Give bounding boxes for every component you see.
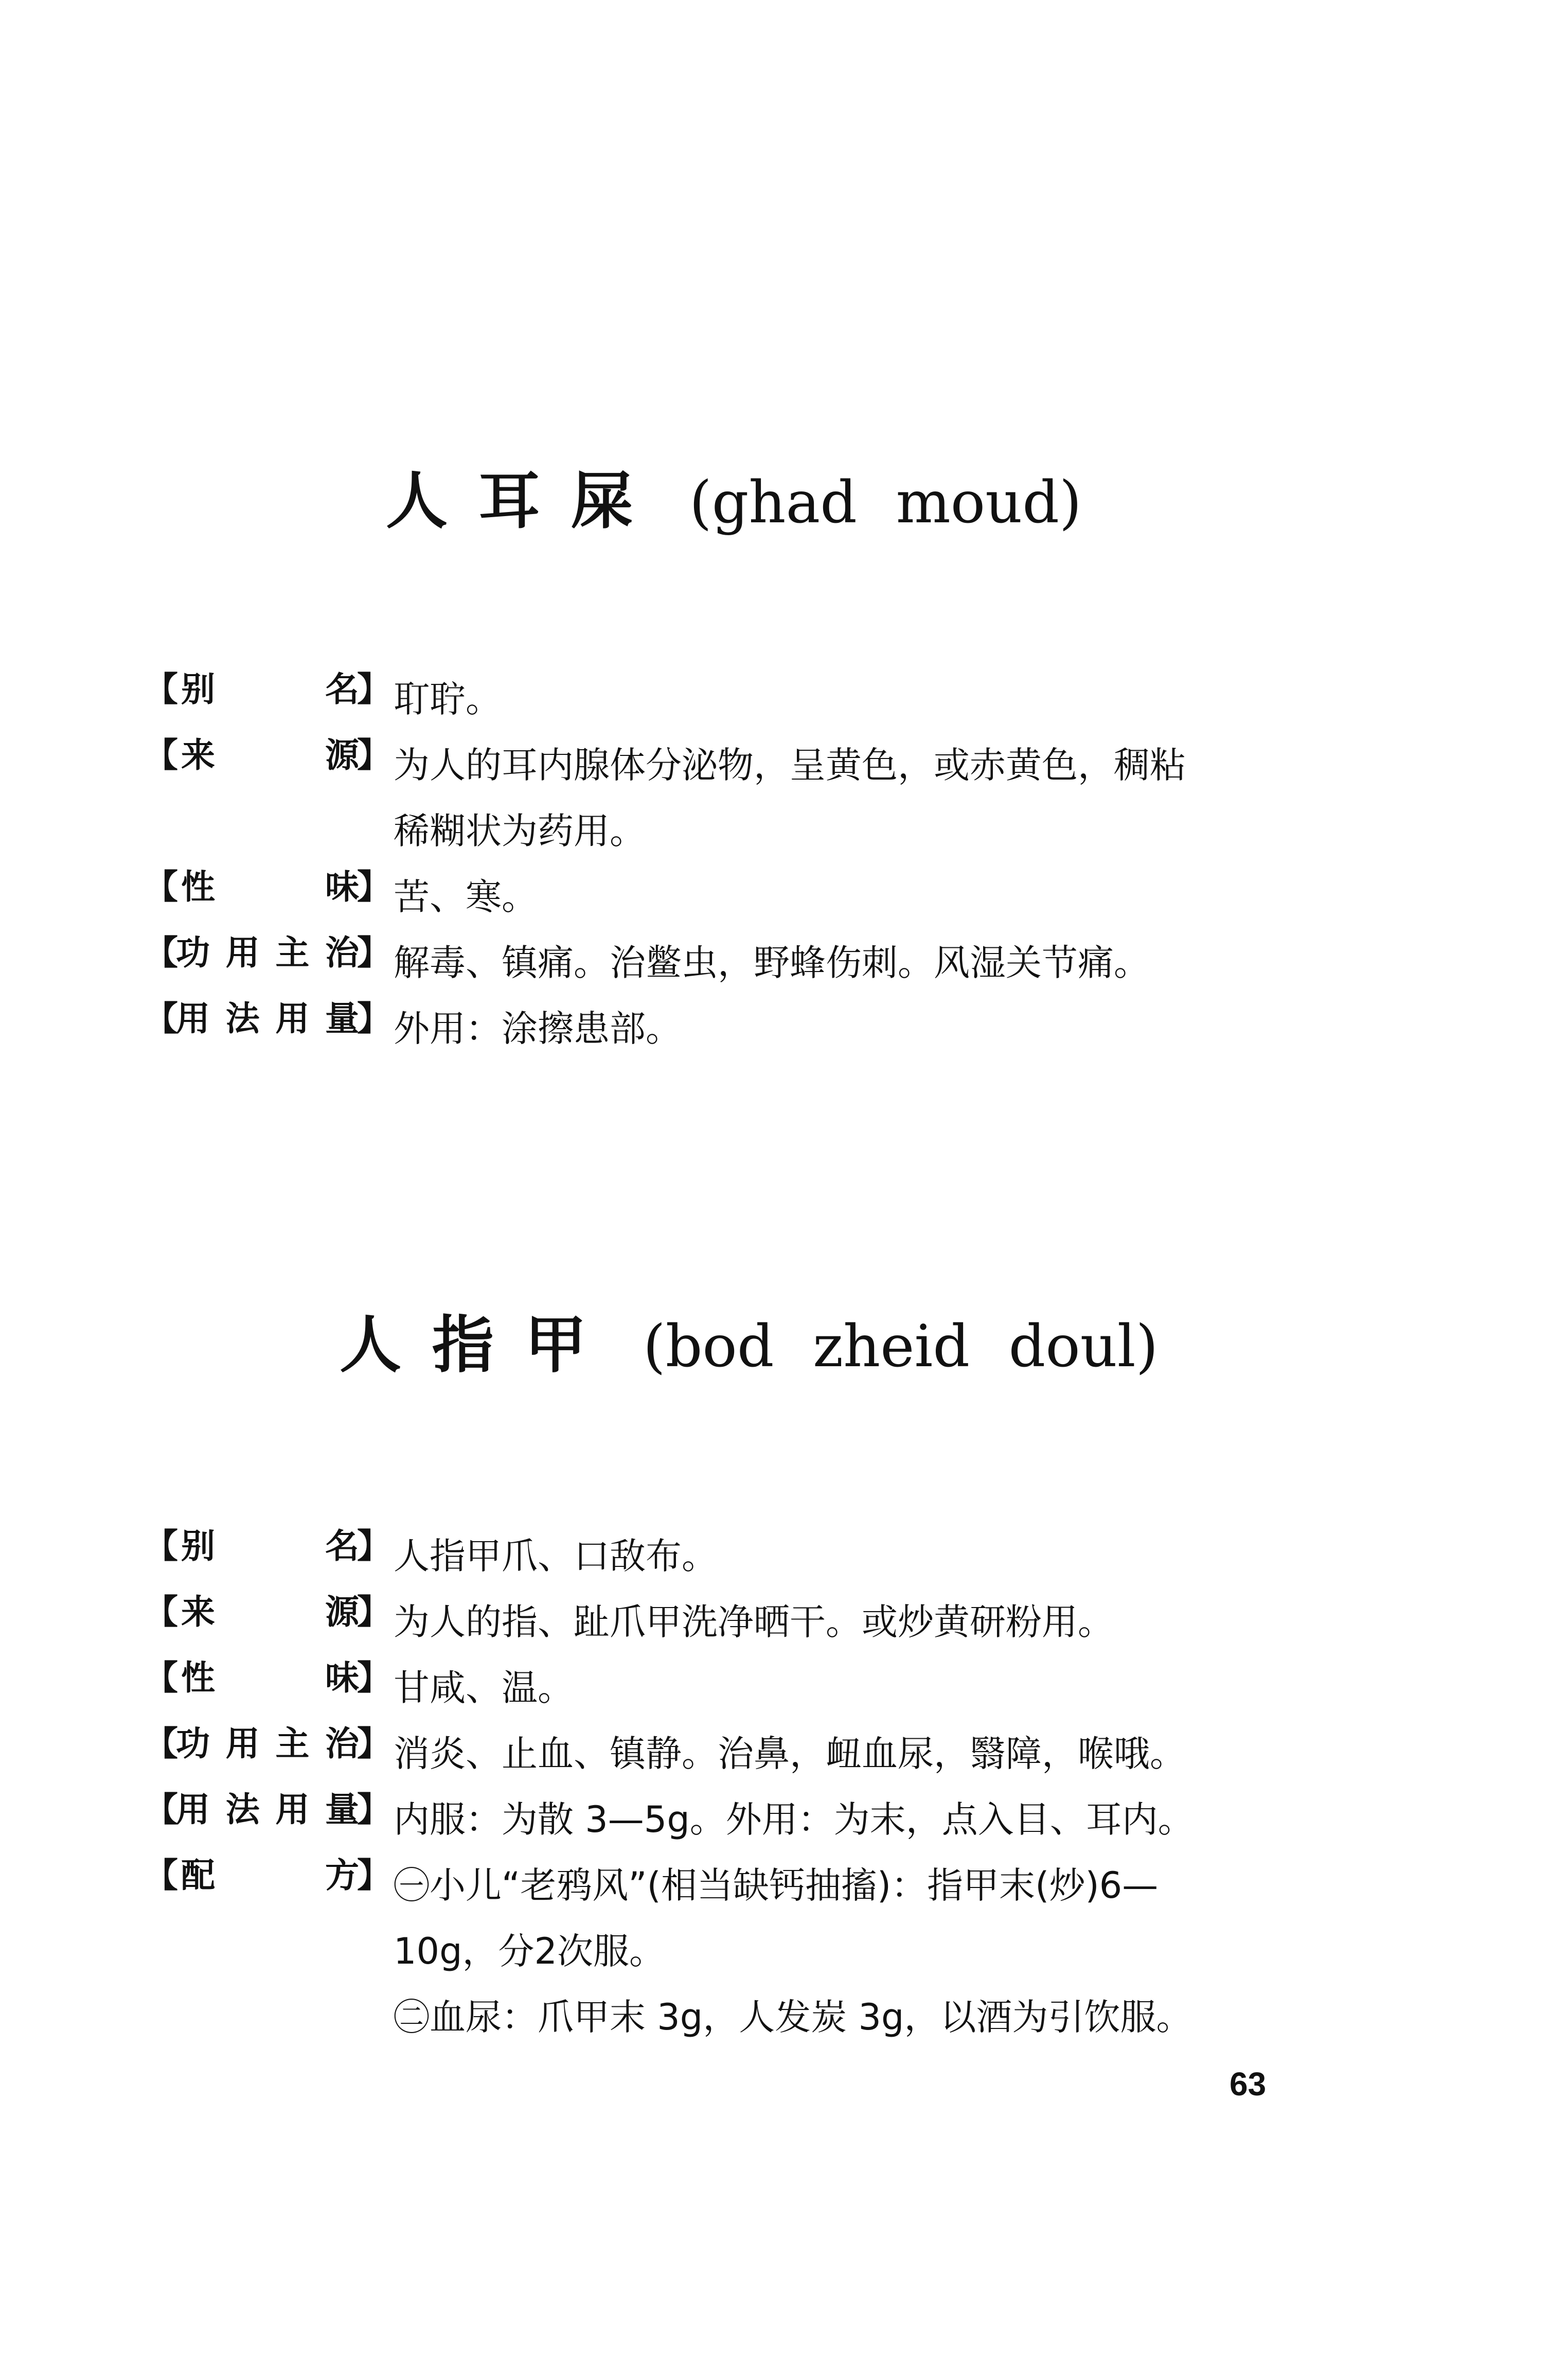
field-label: 【 来 源 】 <box>144 1592 391 1632</box>
field-content: 为人的耳内腺体分泌物，呈黄色，或赤黄色，稠粘 稀糊状为药用。 <box>394 744 1186 852</box>
entry-title-chinese: 人指甲 <box>340 1310 617 1381</box>
field-content: 外用：涂擦患部。 <box>394 1008 682 1050</box>
entry-title <box>386 466 1082 539</box>
field-content: 内服：为散 3—5g。外用：为末，点入目、耳内。 <box>394 1798 1194 1841</box>
page-number: 63 <box>1230 2066 1267 2103</box>
field-label: 【 配 方 】 <box>144 1856 391 1895</box>
field-label: 【 功 用 主 治 】 <box>144 1724 391 1763</box>
field-content: 解毒、镇痛。治鳖虫，野蜂伤刺。风湿关节痛。 <box>394 942 1150 984</box>
field-label: 【 用 法 用 量 】 <box>144 999 391 1038</box>
field-label: 【 性 味 】 <box>144 867 391 907</box>
field-label: 【 用 法 用 量 】 <box>144 1790 391 1829</box>
field-content: 人指甲爪、口敌布。 <box>394 1535 718 1577</box>
field-content: 苦、寒。 <box>394 876 538 918</box>
field-label: 【 别 名 】 <box>144 1526 391 1566</box>
field-label: 【 功 用 主 治 】 <box>144 933 391 973</box>
field-content: 甘咸、温。 <box>394 1667 574 1709</box>
field-content: ㊀小儿“老鸦风”(相当缺钙抽搐)：指甲末(炒)6— 10g，分2次服。 ㊁血尿：爪甲末 3g，人发炭 3g，以酒为引饮服。 <box>394 1864 1192 2038</box>
field-content: 消炎、止血、镇静。治鼻，衄血尿，翳障，喉哦。 <box>394 1733 1186 1775</box>
field-content: 耵聍。 <box>394 678 502 720</box>
entry-title-chinese: 人耳屎 <box>386 466 664 537</box>
field-content: 为人的指、趾爪甲洗净晒干。或炒黄研粉用。 <box>394 1601 1114 1643</box>
field-label: 【 性 味 】 <box>144 1658 391 1698</box>
entry-title-pinyin: (ghad moud) <box>689 469 1082 536</box>
entry-title <box>340 1310 1158 1383</box>
field-label: 【 别 名 】 <box>144 669 391 709</box>
entry-title-pinyin: (bod zheid doul) <box>643 1313 1159 1380</box>
field-label: 【 来 源 】 <box>144 735 391 775</box>
